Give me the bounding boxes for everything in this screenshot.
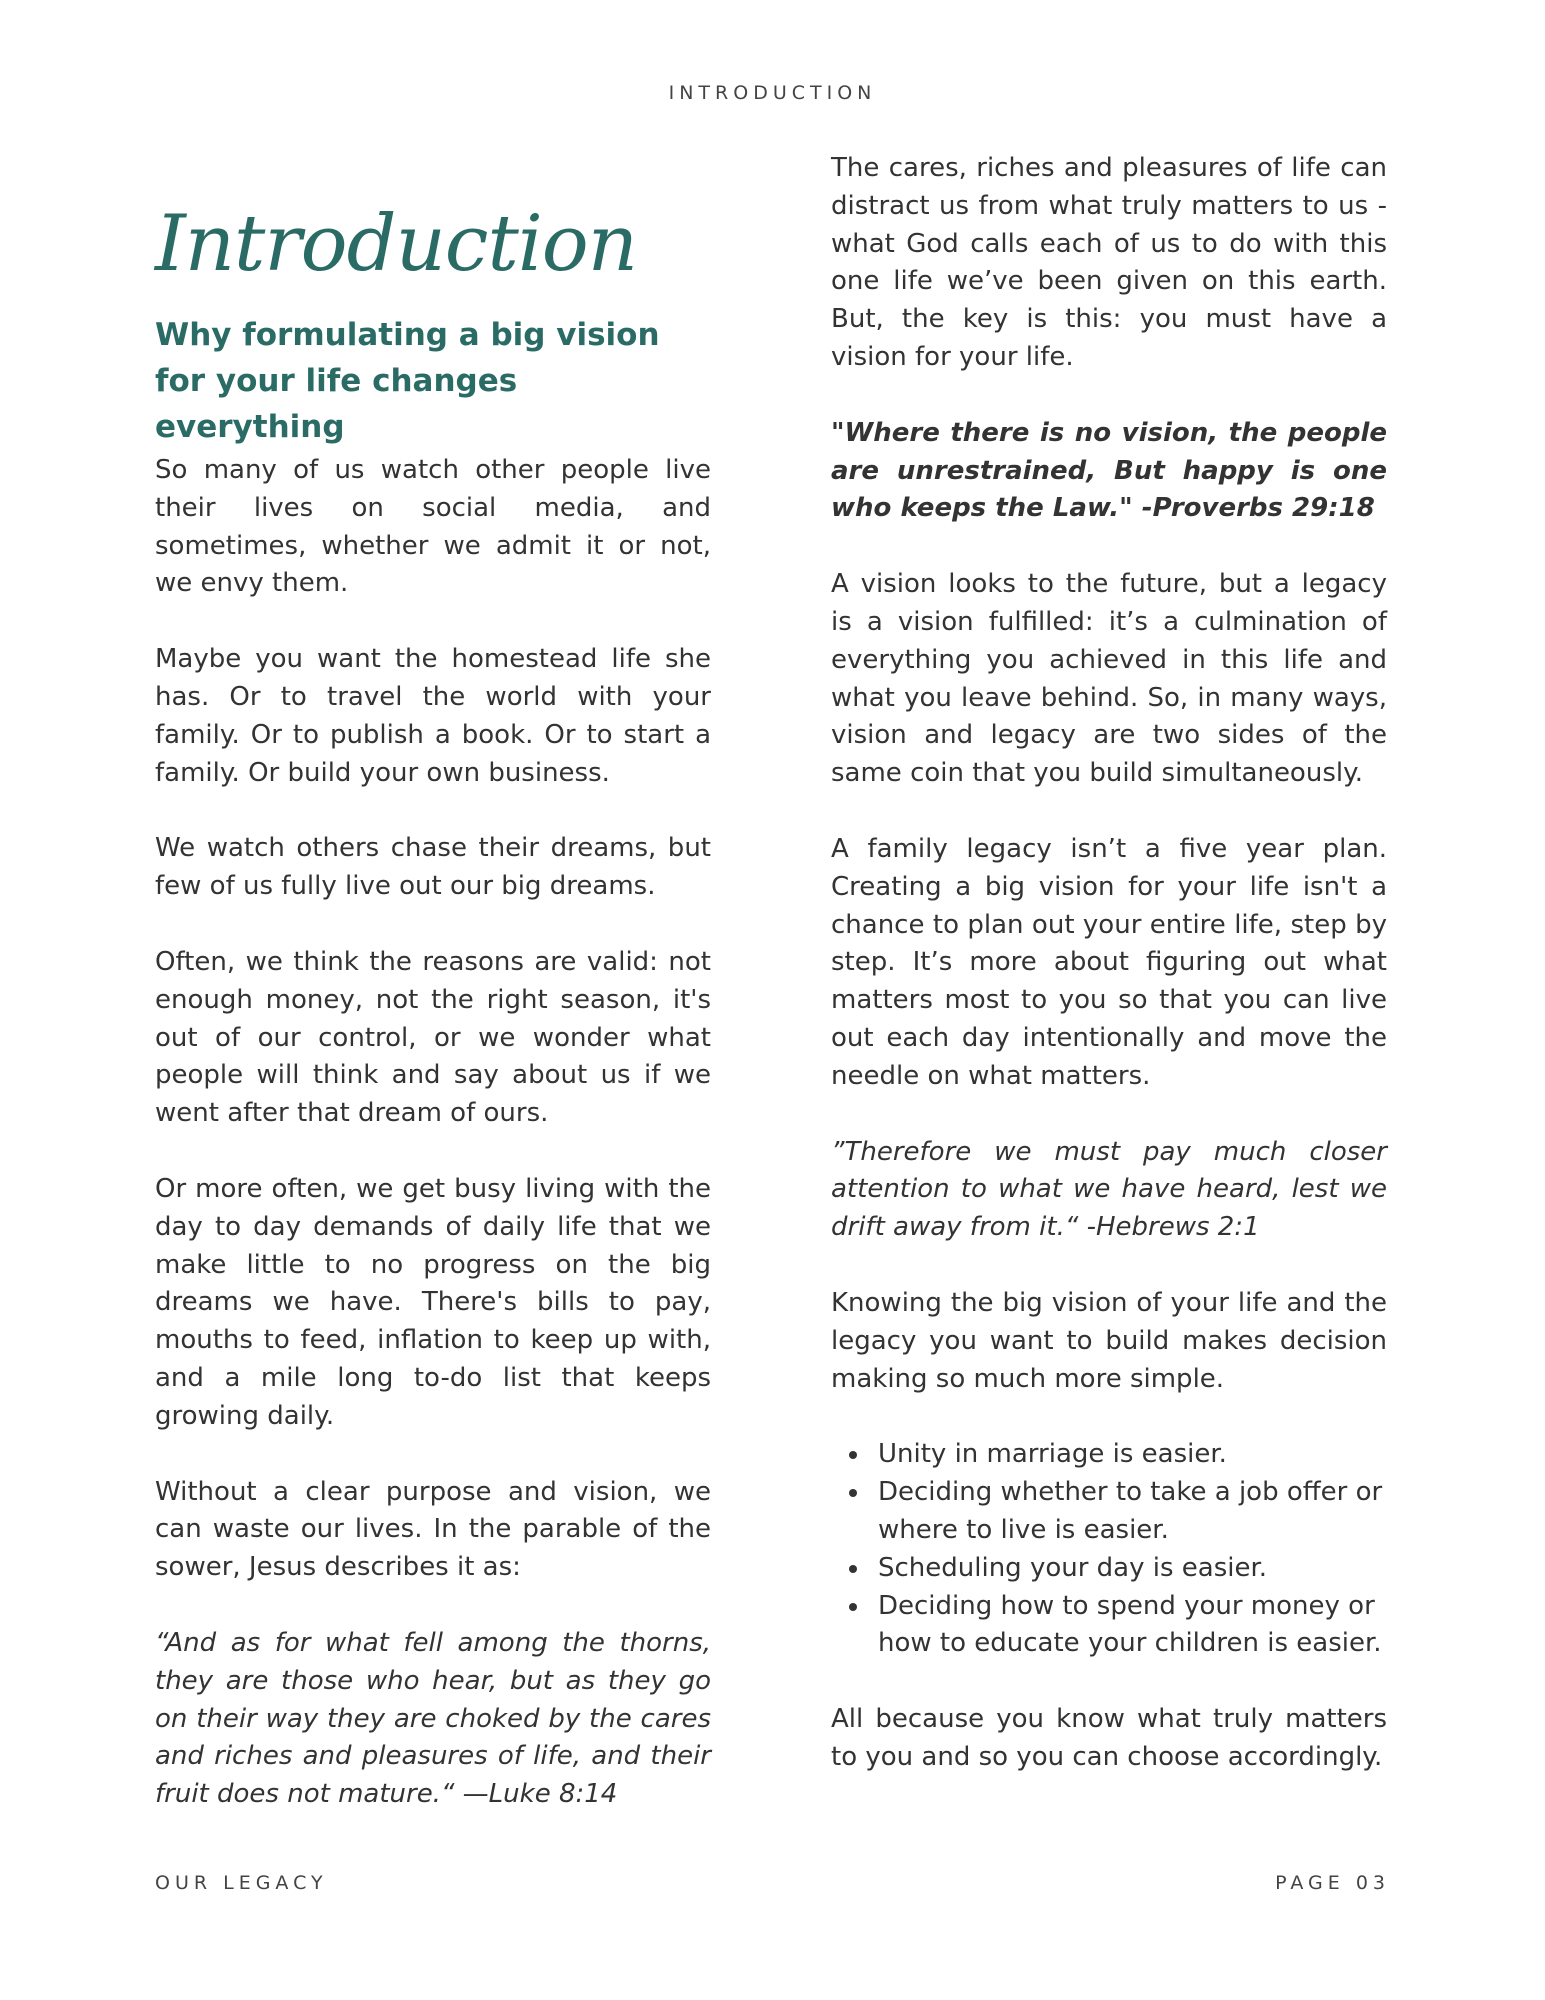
page-title: Introduction [155, 199, 637, 289]
list-item: Unity in marriage is easier. [878, 1436, 1387, 1474]
page-number: PAGE 03 [1275, 1872, 1390, 1894]
scripture-quote-hebrews: ”Therefore we must pay much closer attention to what we have heard, lest we drift away from it.“ -Hebrews 2:1 [831, 1136, 1387, 1243]
bullet-list [831, 1436, 1387, 1663]
paragraph: So many of us watch other people live their lives on social media, and sometimes, whether we admit it or not, we envy them. [155, 455, 711, 599]
paragraph: Without a clear purpose and vision, we can waste our lives. In the parable of the sower, Jesus describes it as: [155, 1476, 711, 1583]
list-item: Deciding whether to take a job offer or where to live is easier. [878, 1474, 1387, 1550]
paragraph: Or more often, we get busy living with the day to day demands of daily life that we make little to no progress on the big dreams we have. There's bills to pay, mouths to feed, inflation to keep up with, and a mile long to-do list that keeps growing daily. [155, 1173, 711, 1431]
list-item: Deciding how to spend your money or how to educate your children is easier. [878, 1588, 1387, 1664]
footer-title: OUR LEGACY [155, 1872, 328, 1894]
paragraph: Knowing the big vision of your life and the legacy you want to build makes decision making so much more simple. [831, 1287, 1387, 1394]
paragraph: The cares, riches and pleasures of life can distract us from what truly matters to us - what God calls each of us to do with this one life we’ve been given on this earth. But, the key is this: you must have a vision for your life. [831, 153, 1387, 372]
paragraph: A vision looks to the future, but a legacy is a vision fulfilled: it’s a culmination of everything you achieved in this life and what you leave behind. So, in many ways, vision and legacy are two sides of the same coin that you build simultaneously. [831, 569, 1387, 789]
paragraph: A family legacy isn’t a five year plan. Creating a big vision for your life isn't a chance to plan out your entire life, step by step. It’s more about figuring out what matters most to you so that you can live out each day intentionally and move the needle on what matters. [831, 833, 1387, 1091]
running-header: INTRODUCTION [668, 82, 877, 104]
list-item: Scheduling your day is easier. [878, 1550, 1387, 1588]
page-subtitle: Why formulating a big vision for your life changes everything [155, 317, 660, 445]
paragraph: Often, we think the reasons are valid: not enough money, not the right season, it's out of our control, or we wonder what people will think and say about us if we went after that dream of ours. [155, 946, 711, 1129]
left-body [155, 452, 711, 1852]
right-body [831, 150, 1387, 1815]
scripture-quote-luke: “And as for what fell among the thorns, they are those who hear, but as they go on their way they are choked by the cares and riches and pleasures of life, and their fruit does not mature.“ —Luke 8:14 [155, 1627, 711, 1810]
paragraph: We watch others chase their dreams, but few of us fully live out our big dreams. [155, 833, 711, 902]
scripture-quote-proverbs: "Where there is no vision, the people are unrestrained, But happy is one who keeps the Law." -Proverbs 29:18 [831, 417, 1387, 524]
paragraph: Maybe you want the homestead life she has. Or to travel the world with your family. Or to publish a book. Or to start a family. Or build your own business. [155, 644, 711, 788]
paragraph: All because you know what truly matters to you and so you can choose accordingly. [831, 1704, 1387, 1772]
